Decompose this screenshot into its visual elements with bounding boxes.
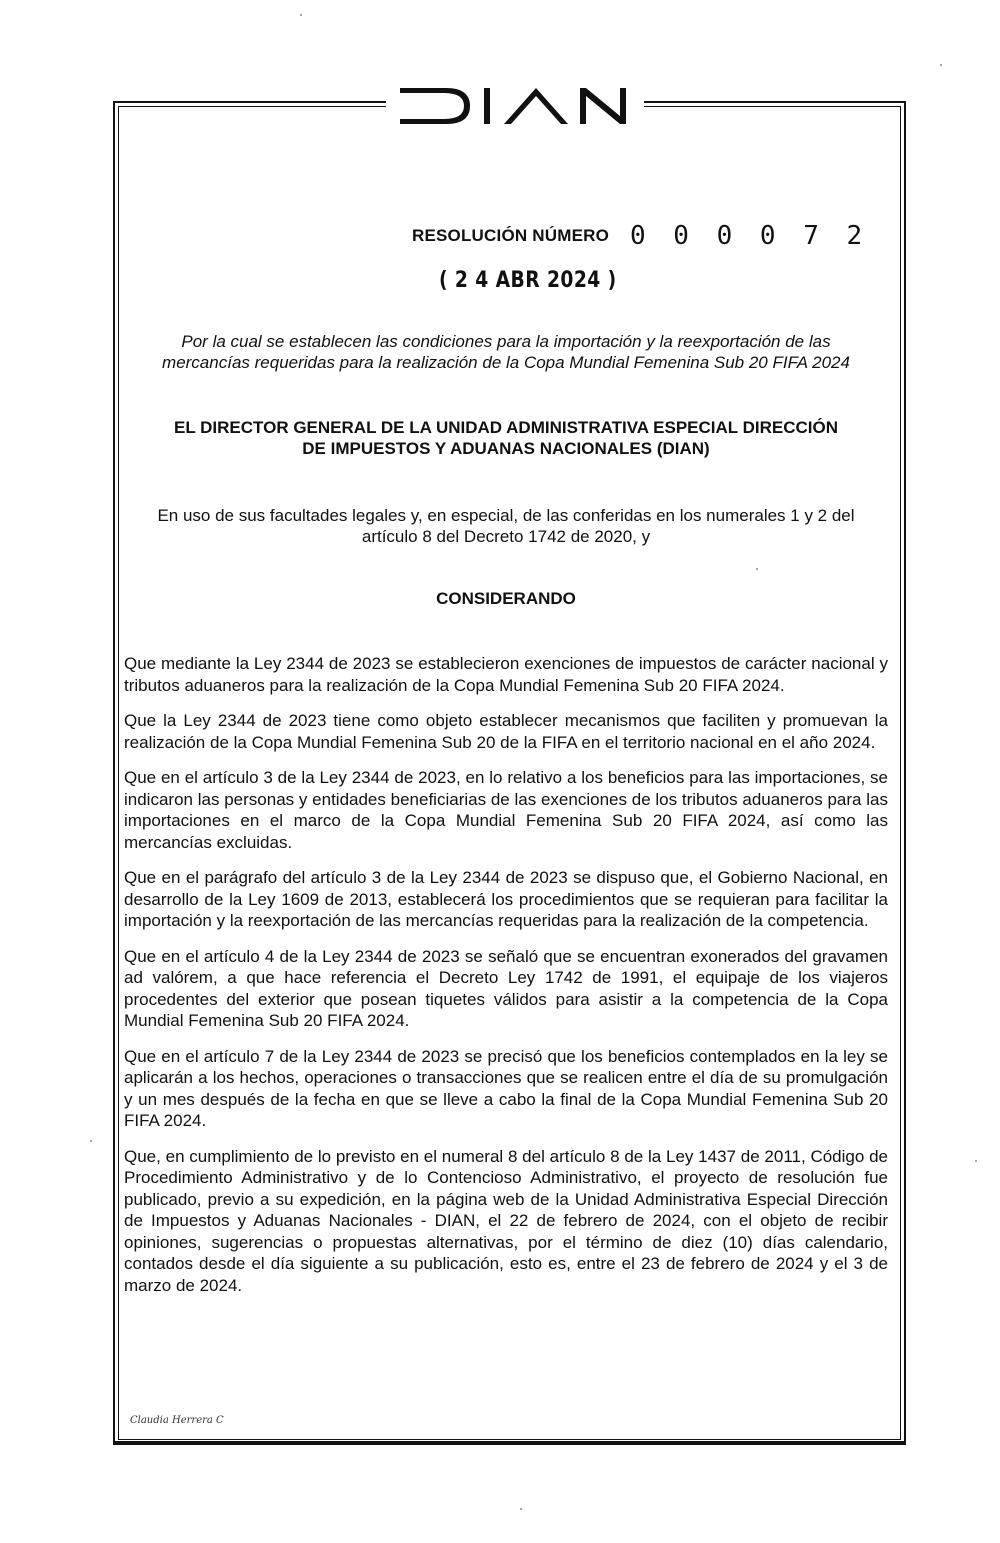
scan-speck bbox=[520, 1508, 522, 1510]
dian-logo bbox=[386, 80, 644, 128]
scan-speck bbox=[975, 1160, 977, 1162]
consideration-paragraph: Que en el artículo 3 de la Ley 2344 de 2023, en lo relativo a los beneficios para las importaciones, se indicaron las personas y entidades beneficiarias de las exenciones de los tributos aduaneros para las importaciones en el marco de la Copa Mundial Femenina Sub 20 FIFA 2024, así como las mercancías excluidas. bbox=[124, 768, 888, 852]
consideration-paragraph: Que la Ley 2344 de 2023 tiene como objeto establecer mecanismos que faciliten y promuevan la realización de la Copa Mundial Femenina Sub 20 de la FIFA en el territorio nacional en el año 2024. bbox=[124, 711, 888, 752]
consideration-paragraph: Que mediante la Ley 2344 de 2023 se establecieron exenciones de impuestos de carácter nacional y tributos aduaneros para la realización de la Copa Mundial Femenina Sub 20 FIFA 2024. bbox=[124, 654, 888, 695]
page-frame-bottom-rule bbox=[113, 1441, 906, 1444]
consideration-paragraph: Que en el artículo 7 de la Ley 2344 de 2023 se precisó que los beneficios contemplados en la ley se aplicarán a los hechos, operaciones o transacciones que se realicen entre el día de su promulgación y un mes después de la fecha en que se lleve a cabo la final de la Copa Mundial Femenina Sub 20 FIFA 2024. bbox=[124, 1046, 888, 1130]
scan-speck bbox=[940, 64, 942, 66]
scan-speck bbox=[90, 1140, 92, 1142]
subject-line: mercancías requeridas para la realización de la Copa Mundial Femenina Sub 20 FIFA 2024 bbox=[162, 353, 850, 372]
considerando-heading: CONSIDERANDO bbox=[436, 589, 576, 608]
resolution-number: 0 0 0 0 7 2 bbox=[630, 221, 869, 251]
consideration-paragraph: Que en el artículo 4 de la Ley 2344 de 2023 se señaló que se encuentran exonerados del gravamen ad valórem, a que hace referencia el Decreto Ley 1742 de 1991, el equipaje de los viajeros procedentes del exterior que posean tiquetes válidos para asistir a la competencia de la Copa Mundial Femenina Sub 20 FIFA 2024. bbox=[124, 946, 888, 1030]
powers-line: En uso de sus facultades legales y, en especial, de las conferidas en los numerales 1 y 2 del bbox=[157, 506, 855, 525]
powers-line: artículo 8 del Decreto 1742 de 2020, y bbox=[361, 527, 651, 546]
consideration-paragraph: Que, en cumplimiento de lo previsto en el numeral 8 del artículo 8 de la Ley 1437 de 2011, Código de Procedimiento Administrativo y de lo Contencioso Administrativo, el proyecto de resolución fue publicado, previo a su expedición, en la página web de la Unidad Administrativa Especial Dirección de Impuestos y Aduanas Nacionales - DIAN, el 22 de febrero de 2024, con el objeto de recibir opiniones, sugerencias o propuestas alternativas, por el término de diez (10) días calendario, contados desde el día siguiente a su publicación, esto es, entre el 23 de febrero de 2024 y el 3 de marzo de 2024. bbox=[124, 1146, 888, 1295]
resolution-label: RESOLUCIÓN NÚMERO bbox=[412, 226, 610, 245]
subject-line: Por la cual se establecen las condiciones para la importación y la reexportación de las bbox=[181, 332, 831, 351]
consideration-paragraph: Que en el parágrafo del artículo 3 de la Ley 2344 de 2023 se dispuso que, el Gobierno Nacional, en desarrollo de la Ley 1609 de 2013, establecerá los procedimientos que se requieran para facilitar la importación y la reexportación de las mercancías requeridas para la realización de la competencia. bbox=[124, 868, 888, 930]
resolution-date: ( 2 4 ABR 2024 ) bbox=[439, 268, 617, 293]
authority-line: EL DIRECTOR GENERAL DE LA UNIDAD ADMINISTRATIVA ESPECIAL DIRECCIÓN bbox=[174, 418, 838, 437]
authority-line: DE IMPUESTOS Y ADUANAS NACIONALES (DIAN) bbox=[302, 439, 710, 458]
scan-speck bbox=[756, 568, 758, 570]
considerations-body bbox=[124, 653, 888, 1310]
scan-speck bbox=[300, 14, 302, 16]
handwritten-initials: Claudia Herrera C bbox=[130, 1415, 224, 1426]
resolution-subject bbox=[130, 331, 882, 373]
legal-powers bbox=[125, 505, 887, 547]
issuing-authority bbox=[130, 417, 882, 459]
